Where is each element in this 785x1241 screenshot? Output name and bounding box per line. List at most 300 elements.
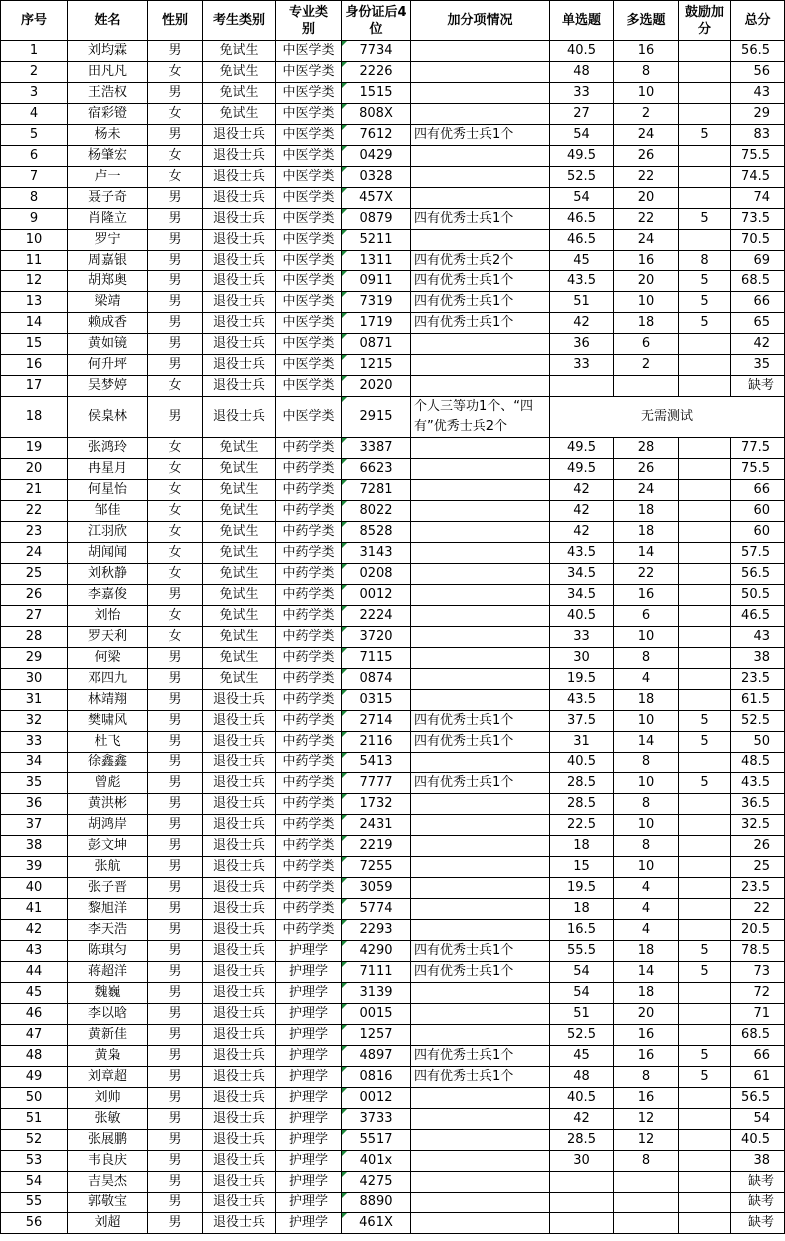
cell-id-last4: 0874: [342, 668, 411, 689]
cell-single-choice: 49.5: [550, 438, 614, 459]
cell-name: 张子晋: [68, 878, 148, 899]
cell-encourage-bonus: 5: [679, 313, 731, 334]
cell-multi-choice: 10: [614, 82, 679, 103]
cell-total: 36.5: [731, 794, 785, 815]
cell-bonus-items: 四有优秀士兵1个: [411, 313, 550, 334]
cell-bonus-items: [411, 1213, 550, 1234]
cell-single-choice: 43.5: [550, 271, 614, 292]
table-row: [1, 752, 785, 773]
cell-bonus-items: 四有优秀士兵1个: [411, 124, 550, 145]
cell-id-last4: 1257: [342, 1024, 411, 1045]
cell-sex: 女: [148, 103, 203, 124]
cell-single-choice: [550, 376, 614, 397]
cell-multi-choice: 14: [614, 542, 679, 563]
cell-encourage-bonus: [679, 376, 731, 397]
cell-single-choice: 16.5: [550, 920, 614, 941]
cell-no: 21: [1, 480, 68, 501]
cell-total: 46.5: [731, 605, 785, 626]
table-row: [1, 982, 785, 1003]
cell-id-last4: 3059: [342, 878, 411, 899]
cell-encourage-bonus: [679, 626, 731, 647]
cell-total: 23.5: [731, 878, 785, 899]
cell-id-last4: 0429: [342, 145, 411, 166]
cell-major: 中药学类: [276, 480, 342, 501]
cell-total: 32.5: [731, 815, 785, 836]
cell-candidate-type: 免试生: [203, 480, 276, 501]
cell-total: 56: [731, 61, 785, 82]
cell-sex: 女: [148, 61, 203, 82]
cell-multi-choice: 18: [614, 313, 679, 334]
cell-major: 中医学类: [276, 187, 342, 208]
cell-encourage-bonus: [679, 1003, 731, 1024]
cell-sex: 女: [148, 605, 203, 626]
cell-sex: 男: [148, 920, 203, 941]
cell-name: 罗宁: [68, 229, 148, 250]
cell-major: 中医学类: [276, 334, 342, 355]
cell-candidate-type: 退役士兵: [203, 1024, 276, 1045]
cell-encourage-bonus: [679, 229, 731, 250]
cell-no: 54: [1, 1171, 68, 1192]
cell-encourage-bonus: [679, 542, 731, 563]
cell-encourage-bonus: [679, 438, 731, 459]
cell-bonus-items: [411, 376, 550, 397]
cell-major: 中药学类: [276, 668, 342, 689]
cell-single-choice: 34.5: [550, 563, 614, 584]
cell-major: 中医学类: [276, 250, 342, 271]
cell-sex: 男: [148, 982, 203, 1003]
cell-name: 邹佳: [68, 501, 148, 522]
table-body-part1: [1, 41, 785, 397]
cell-name: 林靖翔: [68, 689, 148, 710]
cell-candidate-type: 退役士兵: [203, 962, 276, 983]
cell-name: 韦良庆: [68, 1150, 148, 1171]
cell-name: 刘秋静: [68, 563, 148, 584]
cell-major: 中医学类: [276, 292, 342, 313]
cell-bonus-items: [411, 459, 550, 480]
header-sex: 性别: [148, 1, 203, 41]
cell-single-choice: 46.5: [550, 208, 614, 229]
cell-candidate-type: 退役士兵: [203, 250, 276, 271]
cell-no: 33: [1, 731, 68, 752]
table-row: [1, 145, 785, 166]
cell-total: 61: [731, 1066, 785, 1087]
cell-multi-choice: 6: [614, 334, 679, 355]
table-row: [1, 501, 785, 522]
cell-name: 杨未: [68, 124, 148, 145]
cell-name: 彭文坤: [68, 836, 148, 857]
cell-encourage-bonus: [679, 501, 731, 522]
cell-name: 张敏: [68, 1108, 148, 1129]
cell-candidate-type: 退役士兵: [203, 689, 276, 710]
cell-candidate-type: 退役士兵: [203, 1003, 276, 1024]
cell-multi-choice: 22: [614, 563, 679, 584]
cell-id-last4: 0315: [342, 689, 411, 710]
cell-candidate-type: 免试生: [203, 501, 276, 522]
table-row: [1, 878, 785, 899]
cell-major: 中医学类: [276, 124, 342, 145]
cell-encourage-bonus: [679, 1150, 731, 1171]
cell-multi-choice: 8: [614, 836, 679, 857]
cell-multi-choice: 6: [614, 605, 679, 626]
cell-id-last4: 1719: [342, 313, 411, 334]
cell-major: 护理学: [276, 1192, 342, 1213]
cell-single-choice: 54: [550, 124, 614, 145]
cell-id-last4: 2714: [342, 710, 411, 731]
cell-candidate-type: 退役士兵: [203, 731, 276, 752]
cell-sex: 男: [148, 355, 203, 376]
cell-id-last4: 2226: [342, 61, 411, 82]
cell-bonus-items: 四有优秀士兵1个: [411, 773, 550, 794]
cell-single-choice: 54: [550, 187, 614, 208]
cell-no: 36: [1, 794, 68, 815]
cell-candidate-type: 退役士兵: [203, 355, 276, 376]
cell-sex: 男: [148, 941, 203, 962]
cell-sex: 男: [148, 187, 203, 208]
cell-candidate-type: 退役士兵: [203, 836, 276, 857]
cell-name: 张展鹏: [68, 1129, 148, 1150]
cell-encourage-bonus: [679, 355, 731, 376]
cell-id-last4: 5517: [342, 1129, 411, 1150]
cell-id-last4: 3733: [342, 1108, 411, 1129]
cell-multi-choice: 10: [614, 292, 679, 313]
cell-id-last4: 3139: [342, 982, 411, 1003]
cell-bonus-items: [411, 982, 550, 1003]
cell-candidate-type: 退役士兵: [203, 1087, 276, 1108]
cell-single-choice: [550, 1213, 614, 1234]
table-row: [1, 292, 785, 313]
cell-major: 中药学类: [276, 815, 342, 836]
cell-name: 张鸿玲: [68, 438, 148, 459]
cell-multi-choice: 18: [614, 941, 679, 962]
cell-bonus-items: [411, 438, 550, 459]
cell-no: 52: [1, 1129, 68, 1150]
cell-name: 樊啸风: [68, 710, 148, 731]
cell-no: 37: [1, 815, 68, 836]
cell-major: 护理学: [276, 1108, 342, 1129]
cell-candidate-type: 免试生: [203, 584, 276, 605]
cell-major: 中医学类: [276, 82, 342, 103]
cell-bonus-items: [411, 857, 550, 878]
cell-encourage-bonus: [679, 480, 731, 501]
cell-total: 43: [731, 82, 785, 103]
cell-bonus-items: [411, 668, 550, 689]
cell-sex: 男: [148, 124, 203, 145]
cell-total: 35: [731, 355, 785, 376]
cell-multi-choice: [614, 376, 679, 397]
cell-multi-choice: 28: [614, 438, 679, 459]
table-row: [1, 542, 785, 563]
cell-bonus-items: 四有优秀士兵1个: [411, 271, 550, 292]
cell-bonus-items: [411, 61, 550, 82]
cell-no: 45: [1, 982, 68, 1003]
cell-multi-choice: 4: [614, 899, 679, 920]
cell-name: 田凡凡: [68, 61, 148, 82]
cell-total: 26: [731, 836, 785, 857]
cell-bonus-items: [411, 1087, 550, 1108]
cell-id-last4: 0879: [342, 208, 411, 229]
cell-no: 18: [1, 397, 68, 438]
cell-candidate-type: 退役士兵: [203, 1108, 276, 1129]
table-row: [1, 1045, 785, 1066]
cell-name: 李嘉俊: [68, 584, 148, 605]
table-row-special: [1, 397, 785, 438]
cell-bonus-items: 四有优秀士兵1个: [411, 208, 550, 229]
cell-no: 12: [1, 271, 68, 292]
cell-sex: 男: [148, 397, 203, 438]
cell-major: 护理学: [276, 1171, 342, 1192]
cell-single-choice: 51: [550, 1003, 614, 1024]
cell-id-last4: 4897: [342, 1045, 411, 1066]
cell-sex: 女: [148, 522, 203, 543]
cell-single-choice: 43.5: [550, 689, 614, 710]
cell-sex: 男: [148, 1024, 203, 1045]
cell-single-choice: 42: [550, 1108, 614, 1129]
table-row: [1, 522, 785, 543]
cell-sex: 男: [148, 668, 203, 689]
cell-single-choice: 30: [550, 647, 614, 668]
cell-name: 刘均霖: [68, 41, 148, 62]
cell-single-choice: 36: [550, 334, 614, 355]
table-row: [1, 1024, 785, 1045]
cell-sex: 男: [148, 271, 203, 292]
cell-multi-choice: 8: [614, 752, 679, 773]
cell-sex: 男: [148, 584, 203, 605]
cell-single-choice: 40.5: [550, 1087, 614, 1108]
cell-total: 75.5: [731, 459, 785, 480]
cell-candidate-type: 退役士兵: [203, 334, 276, 355]
cell-id-last4: 5774: [342, 899, 411, 920]
cell-candidate-type: 免试生: [203, 82, 276, 103]
cell-id-last4: 7255: [342, 857, 411, 878]
cell-candidate-type: 退役士兵: [203, 794, 276, 815]
cell-candidate-type: 退役士兵: [203, 710, 276, 731]
cell-sex: 男: [148, 1192, 203, 1213]
cell-id-last4: 7777: [342, 773, 411, 794]
cell-id-last4: 808X: [342, 103, 411, 124]
table-row: [1, 668, 785, 689]
cell-candidate-type: 退役士兵: [203, 941, 276, 962]
cell-major: 中药学类: [276, 605, 342, 626]
table-row: [1, 271, 785, 292]
cell-name: 郭敬宝: [68, 1192, 148, 1213]
cell-name: 张航: [68, 857, 148, 878]
cell-bonus-items: [411, 794, 550, 815]
cell-encourage-bonus: [679, 459, 731, 480]
cell-name: 刘超: [68, 1213, 148, 1234]
cell-total: 74.5: [731, 166, 785, 187]
cell-name: 江羽欣: [68, 522, 148, 543]
cell-candidate-type: 退役士兵: [203, 815, 276, 836]
cell-name: 罗天利: [68, 626, 148, 647]
cell-no: 38: [1, 836, 68, 857]
cell-single-choice: 48: [550, 1066, 614, 1087]
cell-multi-choice: 18: [614, 689, 679, 710]
cell-bonus-items: [411, 145, 550, 166]
cell-candidate-type: 退役士兵: [203, 752, 276, 773]
cell-major: 护理学: [276, 941, 342, 962]
cell-sex: 女: [148, 376, 203, 397]
cell-major: 中药学类: [276, 542, 342, 563]
cell-encourage-bonus: [679, 920, 731, 941]
cell-bonus-items: 四有优秀士兵1个: [411, 710, 550, 731]
cell-candidate-type: 退役士兵: [203, 878, 276, 899]
header-major: 专业类别: [276, 1, 342, 41]
cell-single-choice: 33: [550, 626, 614, 647]
cell-multi-choice: 16: [614, 1087, 679, 1108]
cell-no: 53: [1, 1150, 68, 1171]
cell-major: 护理学: [276, 1003, 342, 1024]
cell-multi-choice: 22: [614, 166, 679, 187]
cell-major: 护理学: [276, 1024, 342, 1045]
cell-sex: 男: [148, 1087, 203, 1108]
header-total: 总分: [731, 1, 785, 41]
table-row: [1, 187, 785, 208]
cell-name: 赖成香: [68, 313, 148, 334]
cell-bonus-items: [411, 626, 550, 647]
cell-multi-choice: [614, 1192, 679, 1213]
cell-major: 中药学类: [276, 731, 342, 752]
cell-major: 中医学类: [276, 376, 342, 397]
cell-sex: 男: [148, 899, 203, 920]
cell-single-choice: 28.5: [550, 794, 614, 815]
cell-candidate-type: 免试生: [203, 103, 276, 124]
cell-candidate-type: 退役士兵: [203, 1171, 276, 1192]
cell-bonus-items: [411, 355, 550, 376]
cell-encourage-bonus: [679, 815, 731, 836]
cell-single-choice: 22.5: [550, 815, 614, 836]
cell-id-last4: 3387: [342, 438, 411, 459]
cell-id-last4: 7734: [342, 41, 411, 62]
cell-id-last4: 1732: [342, 794, 411, 815]
cell-multi-choice: 8: [614, 1066, 679, 1087]
cell-major: 中药学类: [276, 647, 342, 668]
cell-single-choice: 49.5: [550, 145, 614, 166]
cell-encourage-bonus: [679, 334, 731, 355]
cell-bonus-items: [411, 815, 550, 836]
cell-major: 护理学: [276, 1045, 342, 1066]
cell-sex: 男: [148, 794, 203, 815]
cell-single-choice: 19.5: [550, 668, 614, 689]
cell-no: 15: [1, 334, 68, 355]
cell-single-choice: 30: [550, 1150, 614, 1171]
cell-candidate-type: 退役士兵: [203, 1066, 276, 1087]
cell-id-last4: 1311: [342, 250, 411, 271]
cell-major: 中药学类: [276, 626, 342, 647]
cell-id-last4: 2293: [342, 920, 411, 941]
cell-single-choice: 19.5: [550, 878, 614, 899]
cell-major: 护理学: [276, 1150, 342, 1171]
header-name: 姓名: [68, 1, 148, 41]
cell-encourage-bonus: [679, 61, 731, 82]
table-row: [1, 166, 785, 187]
cell-sex: 男: [148, 250, 203, 271]
cell-encourage-bonus: [679, 41, 731, 62]
table-row: [1, 438, 785, 459]
cell-no: 8: [1, 187, 68, 208]
cell-candidate-type: 退役士兵: [203, 313, 276, 334]
cell-bonus-items: [411, 187, 550, 208]
table-row: [1, 731, 785, 752]
cell-major: 中药学类: [276, 752, 342, 773]
cell-bonus-items: [411, 647, 550, 668]
cell-id-last4: 0012: [342, 1087, 411, 1108]
cell-id-last4: 0871: [342, 334, 411, 355]
cell-multi-choice: 22: [614, 208, 679, 229]
cell-id-last4: 2224: [342, 605, 411, 626]
cell-id-last4: 0012: [342, 584, 411, 605]
table-row: [1, 103, 785, 124]
cell-name: 聂子奇: [68, 187, 148, 208]
cell-encourage-bonus: [679, 166, 731, 187]
cell-no: 26: [1, 584, 68, 605]
cell-encourage-bonus: 5: [679, 124, 731, 145]
header-single-choice: 单选题: [550, 1, 614, 41]
cell-name: 刘章超: [68, 1066, 148, 1087]
cell-no: 50: [1, 1087, 68, 1108]
cell-major: 中医学类: [276, 229, 342, 250]
cell-multi-choice: 20: [614, 1003, 679, 1024]
cell-name: 刘帅: [68, 1087, 148, 1108]
cell-single-choice: 45: [550, 1045, 614, 1066]
cell-major: 中医学类: [276, 166, 342, 187]
cell-bonus-items: [411, 82, 550, 103]
cell-multi-choice: 20: [614, 271, 679, 292]
cell-single-choice: 52.5: [550, 166, 614, 187]
cell-no: 13: [1, 292, 68, 313]
cell-major: 中药学类: [276, 878, 342, 899]
cell-no: 23: [1, 522, 68, 543]
cell-multi-choice: 16: [614, 1024, 679, 1045]
cell-major: 中药学类: [276, 710, 342, 731]
cell-multi-choice: 8: [614, 1150, 679, 1171]
cell-sex: 女: [148, 626, 203, 647]
cell-sex: 男: [148, 647, 203, 668]
cell-total: 72: [731, 982, 785, 1003]
table-row: [1, 794, 785, 815]
cell-no: 4: [1, 103, 68, 124]
cell-bonus-items: 四有优秀士兵1个: [411, 941, 550, 962]
cell-total: 43.5: [731, 773, 785, 794]
cell-encourage-bonus: [679, 103, 731, 124]
table-row: [1, 920, 785, 941]
cell-sex: 男: [148, 815, 203, 836]
cell-multi-choice: 20: [614, 187, 679, 208]
cell-total: 50: [731, 731, 785, 752]
cell-no: 30: [1, 668, 68, 689]
cell-name: 黄洪彬: [68, 794, 148, 815]
cell-major: 中医学类: [276, 145, 342, 166]
cell-single-choice: 45: [550, 250, 614, 271]
cell-encourage-bonus: [679, 857, 731, 878]
cell-total: 68.5: [731, 1024, 785, 1045]
cell-single-choice: 51: [550, 292, 614, 313]
cell-encourage-bonus: [679, 187, 731, 208]
table-row: [1, 1213, 785, 1234]
cell-major: 中药学类: [276, 584, 342, 605]
cell-bonus-items: [411, 1150, 550, 1171]
cell-encourage-bonus: [679, 878, 731, 899]
cell-id-last4: 2431: [342, 815, 411, 836]
table-row: [1, 773, 785, 794]
cell-bonus-items: [411, 878, 550, 899]
cell-multi-choice: 8: [614, 61, 679, 82]
cell-multi-choice: 26: [614, 459, 679, 480]
cell-multi-choice: 10: [614, 626, 679, 647]
cell-multi-choice: 10: [614, 710, 679, 731]
cell-name: 宿彩镫: [68, 103, 148, 124]
cell-sex: 男: [148, 1213, 203, 1234]
table-row: [1, 334, 785, 355]
